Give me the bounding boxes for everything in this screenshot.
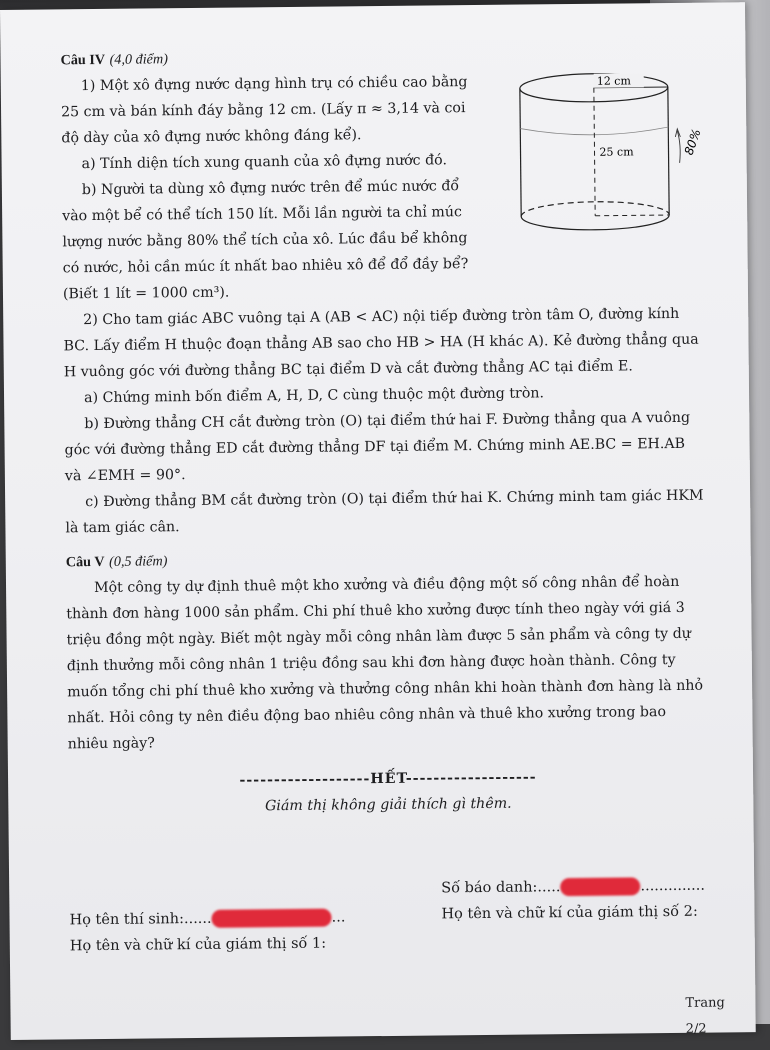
signature-left: Họ tên thí sinh:...... ... Họ tên và chữ kí của giám thị số 1: <box>69 904 380 959</box>
candidate-number-label: Số báo danh: <box>441 879 538 897</box>
question-5 <box>66 543 708 758</box>
height-label: 25 cm <box>599 145 634 159</box>
redacted-name <box>211 909 331 928</box>
proctor2-label: Họ tên và chữ kí của giám thị số 2: <box>441 903 698 923</box>
handwritten-80-percent: 80% <box>681 127 704 157</box>
radius-label: 12 cm <box>596 74 631 88</box>
exam-end <box>68 763 709 822</box>
candidate-name-label: Họ tên thí sinh: <box>69 911 185 929</box>
question-5-body: Một công ty dự định thuê một kho xưởng và điều động một số công nhân để hoàn thành đơn hàng 1000 sản phẩm. Chi phí thuê kho xưởng được tính theo ngày với giá 3 triệu đồng một ngày. Biết một ngày mỗi công nhân làm được 5 sản phẩm và công ty dự định thưởng mỗi công nhân 1 triệu đồng sau khi đơn hàng được hoàn thành. Công ty muốn tổng chi phí thuê kho xưởng và thưởng công nhân khi hoàn thành đơn hàng là nhỏ nhất. Hỏi công ty nên điều động bao nhiêu công nhân và thuê kho xưởng trong bao nhiêu ngày? <box>66 573 704 753</box>
end-marker: -------------------HẾT------------------- <box>239 769 537 789</box>
question-5-title: Câu V <box>65 553 105 571</box>
bucket-figure <box>509 65 711 247</box>
exam-paper <box>0 2 756 1040</box>
question-4-title: Câu IV <box>60 51 106 69</box>
proctor1-label: Họ tên và chữ kí của giám thị số 1: <box>69 935 327 955</box>
end-note: Giám thị không giải thích gì thêm. <box>264 795 512 815</box>
signature-right: Số báo danh:..... .............. Họ tên và chữ kí của giám thị số 2: <box>441 872 722 927</box>
question-4-part2c: c) Đường thẳng BM cắt đường tròn (O) tại điểm thứ hai K. Chứng minh tam giác HKM là tam giác cân. <box>65 487 704 537</box>
question-4-points: (4,0 điểm) <box>109 51 168 68</box>
question-4-part2: 2) Cho tam giác ABC vuông tại A (AB < AC) nội tiếp đường tròn tâm O, đường kính BC. Lấy điểm H thuộc đoạn thẳng AB sao cho HB > HA (H khác A). Kẻ đường thẳng qua H vuông góc với đường thẳng BC tại điểm D và cắt đường thẳng AC tại điểm E. <box>63 305 699 381</box>
question-4-part2a: a) Chứng minh bốn điểm A, H, D, C cùng thuộc một đường tròn. <box>83 385 545 407</box>
page-number: Trang 2/2 <box>685 995 725 1037</box>
signature-area <box>69 877 709 955</box>
exam-content <box>60 41 725 1037</box>
question-4-part1: 1) Một xô đựng nước dạng hình trụ có chiều cao bằng 25 cm và bán kính đáy bằng 12 cm. (Lấy π ≈ 3,14 và coi độ dày của xô đựng nước không đáng kể). <box>60 74 468 147</box>
cylinder-diagram <box>509 65 711 247</box>
question-4-part1a: a) Tính diện tích xung quanh của xô đựng nước đó. <box>81 152 448 173</box>
redacted-number <box>560 877 640 896</box>
question-4-part1b: b) Người ta dùng xô đựng nước trên để múc nước đổ vào một bể có thể tích 150 lít. Mỗi lần người ta chỉ múc lượng nước bằng 80% thể tích của xô. Lúc đầu bể không có nước, hỏi cần múc ít nhất bao nhiêu xô để đổ đầy bể? (Biết 1 lít = 1000 cm³). <box>62 178 469 303</box>
question-5-points: (0,5 điểm) <box>108 553 168 570</box>
question-4-part2b: b) Đường thẳng CH cắt đường tròn (O) tại điểm thứ hai F. Đường thẳng qua A vuông góc với đường thẳng ED cắt đường thẳng DF tại điểm M. Chứng minh AE.BC = EH.AB và ∠EMH = 90°. <box>64 409 691 485</box>
